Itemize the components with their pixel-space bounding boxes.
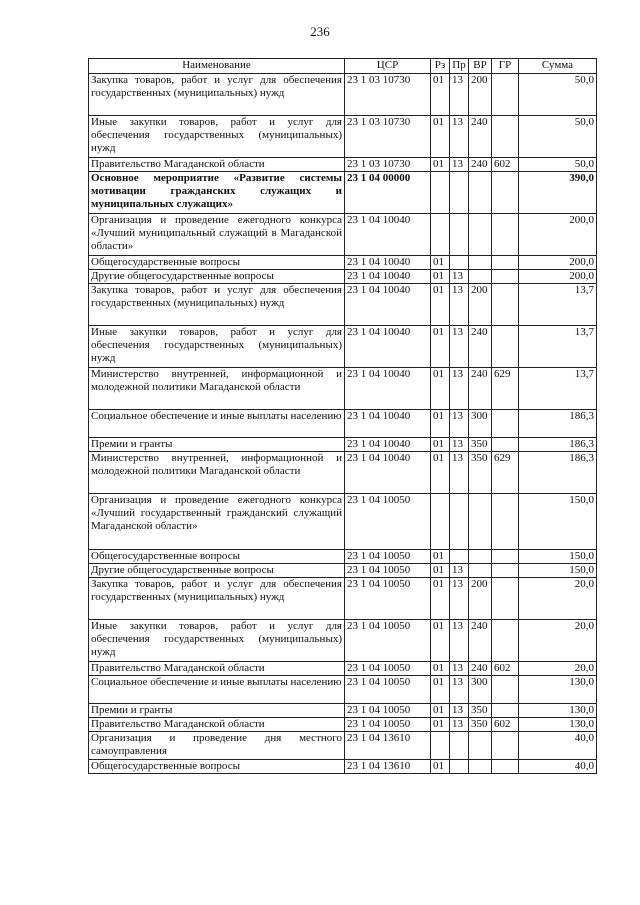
cell-sum: 150,0 (519, 494, 597, 550)
cell-rz: 01 (431, 578, 450, 620)
table-row (89, 620, 597, 662)
cell-vr: 300 (469, 676, 492, 704)
cell-pr: 13 (450, 284, 469, 326)
table-row (89, 214, 597, 256)
cell-rz (431, 732, 450, 760)
cell-csr: 23 1 04 10040 (345, 368, 431, 410)
cell-pr: 13 (450, 718, 469, 732)
cell-vr: 240 (469, 620, 492, 662)
cell-vr: 350 (469, 438, 492, 452)
cell-gr (492, 270, 519, 284)
table-row (89, 158, 597, 172)
table-row (89, 270, 597, 284)
cell-vr: 240 (469, 662, 492, 676)
cell-sum: 186,3 (519, 410, 597, 438)
cell-name: Министерство внутренней, информационной и молодежной политики Магаданской области (89, 368, 345, 410)
cell-sum: 13,7 (519, 284, 597, 326)
cell-csr: 23 1 04 10050 (345, 704, 431, 718)
header-rz: Рз (431, 59, 450, 74)
cell-name: Другие общегосударственные вопросы (89, 270, 345, 284)
cell-rz: 01 (431, 718, 450, 732)
cell-gr: 629 (492, 368, 519, 410)
cell-pr: 13 (450, 270, 469, 284)
table-row (89, 578, 597, 620)
cell-csr: 23 1 04 00000 (345, 172, 431, 214)
cell-name: Организация и проведение ежегодного конкурса «Лучший государственный гражданский служащий Магаданской области» (89, 494, 345, 550)
cell-csr: 23 1 04 10050 (345, 620, 431, 662)
table-row (89, 368, 597, 410)
cell-rz: 01 (431, 74, 450, 116)
table-row (89, 74, 597, 116)
cell-sum: 130,0 (519, 704, 597, 718)
cell-sum: 200,0 (519, 256, 597, 270)
cell-name: Закупка товаров, работ и услуг для обеспечения государственных (муниципальных) нужд (89, 284, 345, 326)
cell-pr (450, 172, 469, 214)
cell-rz: 01 (431, 452, 450, 494)
cell-gr (492, 760, 519, 774)
cell-csr: 23 1 04 10050 (345, 578, 431, 620)
cell-csr: 23 1 04 10050 (345, 662, 431, 676)
cell-rz: 01 (431, 116, 450, 158)
cell-pr (450, 256, 469, 270)
cell-pr: 13 (450, 578, 469, 620)
table-row (89, 410, 597, 438)
cell-name: Иные закупки товаров, работ и услуг для обеспечения государственных (муниципальных) нужд (89, 620, 345, 662)
cell-sum: 186,3 (519, 438, 597, 452)
cell-csr: 23 1 04 10040 (345, 256, 431, 270)
budget-table (88, 58, 597, 774)
cell-sum: 200,0 (519, 214, 597, 256)
cell-csr: 23 1 04 10040 (345, 452, 431, 494)
cell-rz (431, 214, 450, 256)
cell-vr: 240 (469, 326, 492, 368)
cell-pr (450, 494, 469, 550)
cell-vr (469, 564, 492, 578)
cell-vr (469, 214, 492, 256)
cell-pr: 13 (450, 410, 469, 438)
cell-vr: 200 (469, 578, 492, 620)
cell-name: Закупка товаров, работ и услуг для обеспечения государственных (муниципальных) нужд (89, 578, 345, 620)
cell-csr: 23 1 04 10050 (345, 676, 431, 704)
table-row (89, 452, 597, 494)
cell-pr (450, 550, 469, 564)
cell-sum: 130,0 (519, 718, 597, 732)
cell-csr: 23 1 04 10040 (345, 438, 431, 452)
cell-name: Организация и проведение дня местного самоуправления (89, 732, 345, 760)
cell-name: Общегосударственные вопросы (89, 256, 345, 270)
header-vr: ВР (469, 59, 492, 74)
table-row (89, 718, 597, 732)
table-row (89, 704, 597, 718)
cell-csr: 23 1 04 10040 (345, 284, 431, 326)
cell-pr: 13 (450, 620, 469, 662)
cell-rz: 01 (431, 158, 450, 172)
cell-csr: 23 1 04 10040 (345, 270, 431, 284)
cell-gr (492, 74, 519, 116)
cell-csr: 23 1 03 10730 (345, 158, 431, 172)
cell-pr: 13 (450, 662, 469, 676)
cell-sum: 20,0 (519, 620, 597, 662)
cell-vr: 240 (469, 368, 492, 410)
cell-gr: 629 (492, 452, 519, 494)
header-csr: ЦСР (345, 59, 431, 74)
table-row (89, 494, 597, 550)
cell-vr: 200 (469, 284, 492, 326)
cell-csr: 23 1 04 13610 (345, 760, 431, 774)
cell-sum: 13,7 (519, 326, 597, 368)
table-row (89, 172, 597, 214)
cell-name: Иные закупки товаров, работ и услуг для обеспечения государственных (муниципальных) нужд (89, 326, 345, 368)
cell-name: Правительство Магаданской области (89, 158, 345, 172)
cell-pr: 13 (450, 676, 469, 704)
cell-vr (469, 732, 492, 760)
cell-vr: 350 (469, 704, 492, 718)
cell-pr: 13 (450, 326, 469, 368)
cell-name: Социальное обеспечение и иные выплаты населению (89, 410, 345, 438)
cell-pr (450, 760, 469, 774)
cell-name: Общегосударственные вопросы (89, 760, 345, 774)
cell-name: Министерство внутренней, информационной и молодежной политики Магаданской области (89, 452, 345, 494)
cell-name: Премии и гранты (89, 438, 345, 452)
cell-name: Организация и проведение ежегодного конкурса «Лучший муниципальный служащий в Магаданской области» (89, 214, 345, 256)
cell-gr (492, 172, 519, 214)
cell-gr (492, 704, 519, 718)
cell-csr: 23 1 04 13610 (345, 732, 431, 760)
cell-name: Общегосударственные вопросы (89, 550, 345, 564)
table-header-row (89, 59, 597, 74)
cell-name: Правительство Магаданской области (89, 662, 345, 676)
table-row (89, 564, 597, 578)
cell-gr (492, 410, 519, 438)
cell-csr: 23 1 03 10730 (345, 74, 431, 116)
table-row (89, 550, 597, 564)
cell-rz: 01 (431, 662, 450, 676)
cell-sum: 13,7 (519, 368, 597, 410)
cell-rz: 01 (431, 438, 450, 452)
cell-name: Основное мероприятие «Развитие системы мотивации гражданских служащих и муниципальных служащих» (89, 172, 345, 214)
cell-rz: 01 (431, 550, 450, 564)
cell-gr (492, 494, 519, 550)
cell-csr: 23 1 04 10040 (345, 410, 431, 438)
cell-gr (492, 116, 519, 158)
cell-gr (492, 438, 519, 452)
cell-sum: 20,0 (519, 662, 597, 676)
cell-csr: 23 1 04 10050 (345, 550, 431, 564)
cell-sum: 40,0 (519, 760, 597, 774)
header-sum: Сумма (519, 59, 597, 74)
cell-rz: 01 (431, 326, 450, 368)
cell-sum: 390,0 (519, 172, 597, 214)
cell-name: Другие общегосударственные вопросы (89, 564, 345, 578)
cell-rz: 01 (431, 368, 450, 410)
table-row (89, 256, 597, 270)
table-row (89, 662, 597, 676)
cell-sum: 50,0 (519, 158, 597, 172)
page-number: 236 (310, 24, 330, 39)
cell-name: Закупка товаров, работ и услуг для обеспечения государственных (муниципальных) нужд (89, 74, 345, 116)
cell-rz: 01 (431, 676, 450, 704)
cell-gr (492, 256, 519, 270)
cell-gr (492, 578, 519, 620)
table-body (89, 74, 597, 774)
cell-csr: 23 1 04 10050 (345, 564, 431, 578)
table-row (89, 676, 597, 704)
cell-pr (450, 214, 469, 256)
cell-csr: 23 1 04 10050 (345, 718, 431, 732)
cell-vr (469, 494, 492, 550)
cell-vr: 300 (469, 410, 492, 438)
cell-vr (469, 270, 492, 284)
cell-vr: 240 (469, 116, 492, 158)
cell-gr (492, 550, 519, 564)
cell-sum: 50,0 (519, 116, 597, 158)
cell-sum: 130,0 (519, 676, 597, 704)
cell-pr (450, 732, 469, 760)
cell-rz: 01 (431, 620, 450, 662)
cell-vr (469, 760, 492, 774)
cell-pr: 13 (450, 158, 469, 172)
cell-rz: 01 (431, 270, 450, 284)
cell-rz: 01 (431, 760, 450, 774)
cell-gr (492, 620, 519, 662)
cell-vr: 200 (469, 74, 492, 116)
cell-rz: 01 (431, 284, 450, 326)
cell-pr: 13 (450, 452, 469, 494)
cell-name: Иные закупки товаров, работ и услуг для обеспечения государственных (муниципальных) нужд (89, 116, 345, 158)
cell-pr: 13 (450, 704, 469, 718)
cell-sum: 20,0 (519, 578, 597, 620)
cell-gr: 602 (492, 158, 519, 172)
cell-name: Социальное обеспечение и иные выплаты населению (89, 676, 345, 704)
cell-sum: 186,3 (519, 452, 597, 494)
table-row (89, 326, 597, 368)
cell-sum: 200,0 (519, 270, 597, 284)
cell-csr: 23 1 04 10050 (345, 494, 431, 550)
cell-gr (492, 214, 519, 256)
cell-gr (492, 284, 519, 326)
cell-name: Премии и гранты (89, 704, 345, 718)
table-row (89, 438, 597, 452)
table-row (89, 732, 597, 760)
cell-sum: 40,0 (519, 732, 597, 760)
header-name: Наименование (89, 59, 345, 74)
cell-csr: 23 1 04 10040 (345, 214, 431, 256)
cell-rz (431, 172, 450, 214)
cell-sum: 50,0 (519, 74, 597, 116)
cell-name: Правительство Магаданской области (89, 718, 345, 732)
table-row (89, 284, 597, 326)
cell-pr: 13 (450, 438, 469, 452)
cell-sum: 150,0 (519, 550, 597, 564)
table-row (89, 116, 597, 158)
header-gr: ГР (492, 59, 519, 74)
cell-rz: 01 (431, 410, 450, 438)
cell-rz (431, 494, 450, 550)
cell-csr: 23 1 03 10730 (345, 116, 431, 158)
cell-vr: 350 (469, 718, 492, 732)
cell-rz: 01 (431, 564, 450, 578)
cell-pr: 13 (450, 116, 469, 158)
cell-rz: 01 (431, 704, 450, 718)
cell-vr: 240 (469, 158, 492, 172)
table-row (89, 760, 597, 774)
cell-gr: 602 (492, 718, 519, 732)
cell-vr (469, 172, 492, 214)
cell-sum: 150,0 (519, 564, 597, 578)
header-pr: Пр (450, 59, 469, 74)
cell-pr: 13 (450, 368, 469, 410)
cell-vr: 350 (469, 452, 492, 494)
cell-gr (492, 326, 519, 368)
cell-pr: 13 (450, 74, 469, 116)
cell-rz: 01 (431, 256, 450, 270)
cell-pr: 13 (450, 564, 469, 578)
cell-gr: 602 (492, 662, 519, 676)
cell-gr (492, 676, 519, 704)
cell-gr (492, 564, 519, 578)
cell-vr (469, 256, 492, 270)
cell-gr (492, 732, 519, 760)
cell-vr (469, 550, 492, 564)
cell-csr: 23 1 04 10040 (345, 326, 431, 368)
